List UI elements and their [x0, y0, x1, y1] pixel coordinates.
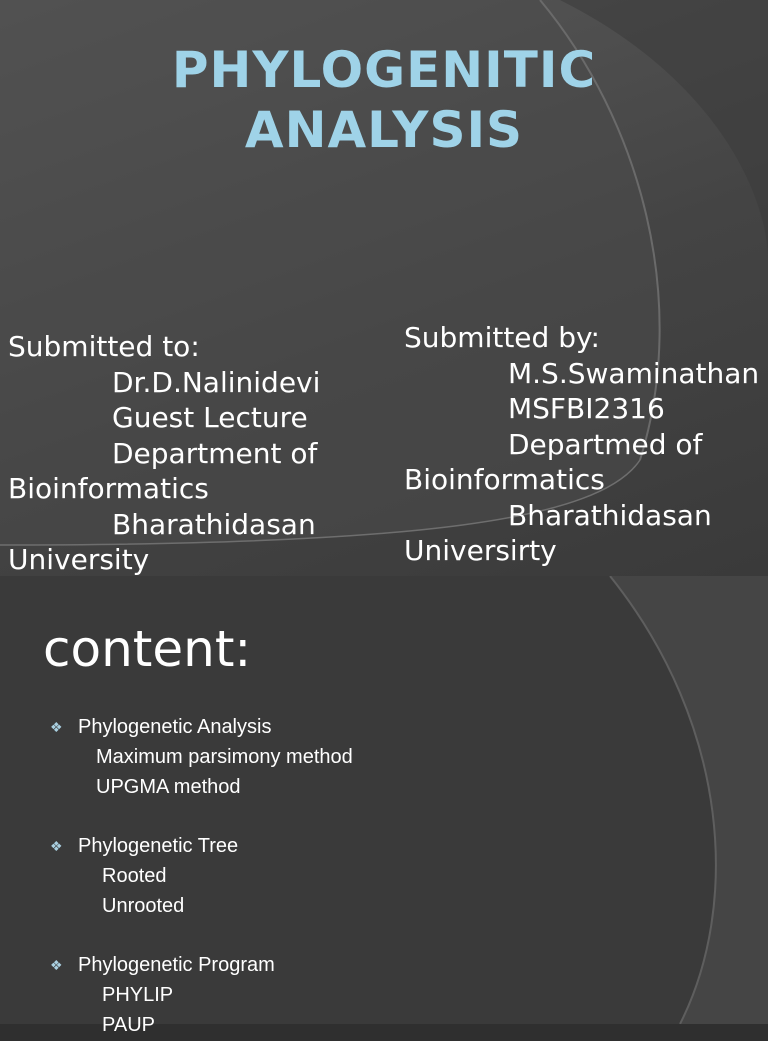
- diamond-bullet-icon: ❖: [50, 838, 63, 855]
- submitted-by-univ-2: Universirty: [404, 534, 557, 567]
- submitted-by-dept-2: Bioinformatics: [404, 463, 605, 496]
- title-line-1: PHYLOGENITIC: [171, 41, 597, 99]
- content-heading: content:: [43, 620, 252, 678]
- submitted-by-heading: Submitted by:: [404, 321, 600, 354]
- title-line-2: ANALYSIS: [244, 101, 524, 159]
- submitted-to-univ-2: University: [8, 543, 150, 576]
- diamond-bullet-icon: ❖: [50, 719, 63, 735]
- submitted-by-univ-1: Bharathidasan: [508, 498, 712, 532]
- submitted-to-dept-2: Bioinformatics: [8, 472, 209, 505]
- submitted-by-block: [404, 320, 759, 569]
- sub-item: Unrooted: [102, 894, 185, 917]
- group-label-program: Phylogenetic Program: [78, 954, 275, 977]
- sub-item: Rooted: [102, 864, 167, 887]
- group-label-tree: Phylogenetic Tree: [78, 835, 239, 858]
- sub-item: UPGMA method: [96, 775, 241, 798]
- slide-title: [0, 40, 768, 160]
- diamond-bullet-icon: ❖: [50, 957, 63, 974]
- submitted-to-block: [8, 329, 320, 576]
- submitted-to-name: Dr.D.Nalinidevi: [112, 365, 321, 399]
- submitted-to-dept-1: Department of: [112, 436, 318, 470]
- sub-item: PAUP: [102, 1013, 155, 1036]
- submitted-by-id: MSFBI2316: [508, 392, 665, 425]
- submitted-by-dept-1: Departmed of: [508, 427, 703, 461]
- submitted-to-role: Guest Lecture: [112, 401, 308, 434]
- sub-item: PHYLIP: [102, 984, 174, 1007]
- submitted-to-heading: Submitted to:: [8, 330, 200, 363]
- sub-item: Maximum parsimony method: [96, 745, 353, 768]
- submitted-by-name: M.S.Swaminathan: [508, 356, 760, 390]
- submitted-to-univ-1: Bharathidasan: [112, 507, 316, 541]
- group-label-analysis: Phylogenetic Analysis: [78, 716, 272, 738]
